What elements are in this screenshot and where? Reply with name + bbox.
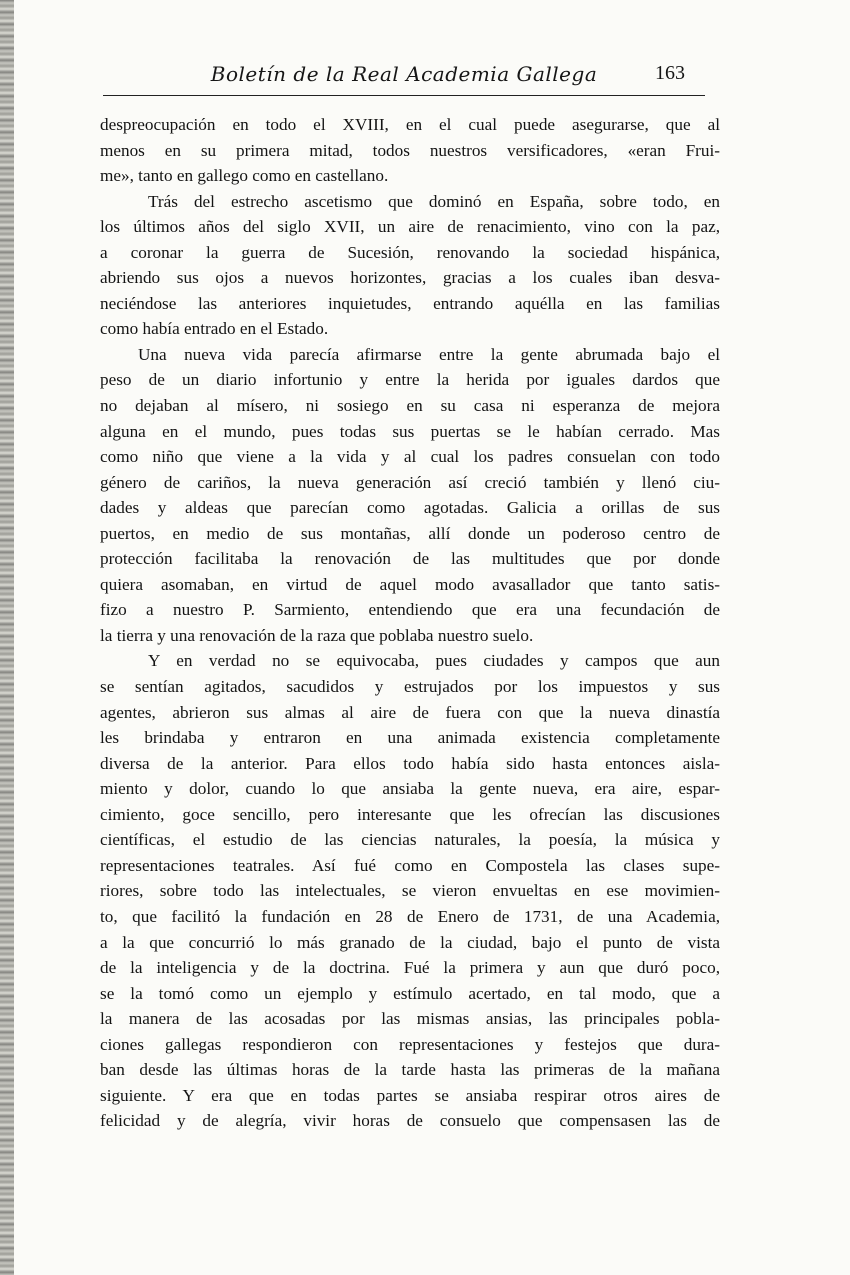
text-line: to, que facilitó la fundación en 28 de Enero de 1731, de una Academia, xyxy=(100,906,720,926)
text-line: los últimos años del siglo XVII, un aire de renacimiento, vino con la paz, xyxy=(100,217,720,237)
text-line: representaciones teatrales. Así fué como en Compostela las clases supe- xyxy=(100,855,720,875)
text-line: no dejaban al mísero, ni sosiego en su casa ni esperanza de mejora xyxy=(100,396,720,416)
text-line: les brindaba y entraron en una animada existencia completamente xyxy=(100,728,720,748)
text-line: dades y aldeas que parecían como agotadas. Galicia a orillas de sus xyxy=(100,498,720,518)
text-line: la manera de las acosadas por las mismas ansias, las principales pobla- xyxy=(100,1009,720,1029)
text-line: peso de un diario infortunio y entre la herida por iguales dardos que xyxy=(100,370,720,390)
text-line: diversa de la anterior. Para ellos todo había sido hasta entonces aisla- xyxy=(100,753,720,773)
text-line: ban desde las últimas horas de la tarde hasta las primeras de la mañana xyxy=(100,1060,720,1080)
text-line: despreocupación en todo el XVIII, en el cual puede asegurarse, que al xyxy=(100,115,720,134)
text-line: la tierra y una renovación de la raza que poblaba nuestro suelo. xyxy=(100,625,534,645)
text-line: se sentían agitados, sacudidos y estrujados por los impuestos y sus xyxy=(100,677,720,697)
text-line: puertos, en medio de sus montañas, allí donde un poderoso centro de xyxy=(100,523,720,543)
text-line: cimiento, goce sencillo, pero interesante que les ofrecían las discusiones xyxy=(100,804,720,824)
text-line: se la tomó como un ejemplo y estímulo acertado, en tal modo, que a xyxy=(100,983,720,1003)
text-line: agentes, abrieron sus almas al aire de fuera con que la nueva dinastía xyxy=(100,702,720,722)
text-line: como había entrado en el Estado. xyxy=(100,319,329,339)
text-line: me», tanto en gallego como en castellano. xyxy=(100,166,389,186)
text-line: quiera asomaban, en virtud de aquel modo avasallador que tanto satis- xyxy=(100,574,720,594)
text-line: Una nueva vida parecía afirmarse entre la gente abrumada bajo el xyxy=(138,344,720,364)
running-header xyxy=(103,62,705,96)
header-rule xyxy=(103,95,705,96)
text-line: como niño que viene a la vida y al cual los padres consuelan con todo xyxy=(100,447,720,467)
text-line: alguna en el mundo, pues todas sus puertas se le habían cerrado. Mas xyxy=(100,421,720,441)
text-line: Trás del estrecho ascetismo que dominó en España, sobre todo, en xyxy=(148,191,720,211)
page-number: 163 xyxy=(655,62,685,84)
text-line: miento y dolor, cuando lo que ansiaba la gente nueva, era aire, espar- xyxy=(100,779,720,799)
text-line: menos en su primera mitad, todos nuestros versificadores, «eran Frui- xyxy=(100,140,720,160)
text-line: científicas, el estudio de las ciencias naturales, la poesía, la música y xyxy=(100,830,720,850)
text-line: a coronar la guerra de Sucesión, renovando la sociedad hispánica, xyxy=(100,242,720,262)
scanned-page-edge xyxy=(0,0,14,1275)
text-line: protección facilitaba la renovación de las multitudes que por donde xyxy=(100,549,720,569)
text-line: siguiente. Y era que en todas partes se ansiaba respirar otros aires de xyxy=(100,1085,720,1105)
text-line: Y en verdad no se equivocaba, pues ciudades y campos que aun xyxy=(148,651,720,671)
text-line: abriendo sus ojos a nuevos horizontes, gracias a los cuales iban desva- xyxy=(100,268,720,288)
body-text xyxy=(100,112,720,1134)
text-line: riores, sobre todo las intelectuales, se vieron envueltas en ese movimien- xyxy=(100,881,720,901)
text-line: de la inteligencia y de la doctrina. Fué la primera y aun que duró poco, xyxy=(100,958,720,978)
text-line: género de cariños, la nueva generación así creció también y llenó ciu- xyxy=(100,472,720,492)
journal-title: Boletín de la Real Academia Gallega xyxy=(210,62,598,86)
text-line: ciones gallegas respondieron con representaciones y festejos que dura- xyxy=(100,1034,720,1054)
text-line: felicidad y de alegría, vivir horas de consuelo que compensasen las de xyxy=(100,1111,720,1131)
text-line: neciéndose las anteriores inquietudes, entrando aquélla en las familias xyxy=(100,293,720,313)
text-line: fizo a nuestro P. Sarmiento, entendiendo que era una fecundación de xyxy=(100,600,720,620)
text-line: a la que concurrió lo más granado de la ciudad, bajo el punto de vista xyxy=(100,932,720,952)
